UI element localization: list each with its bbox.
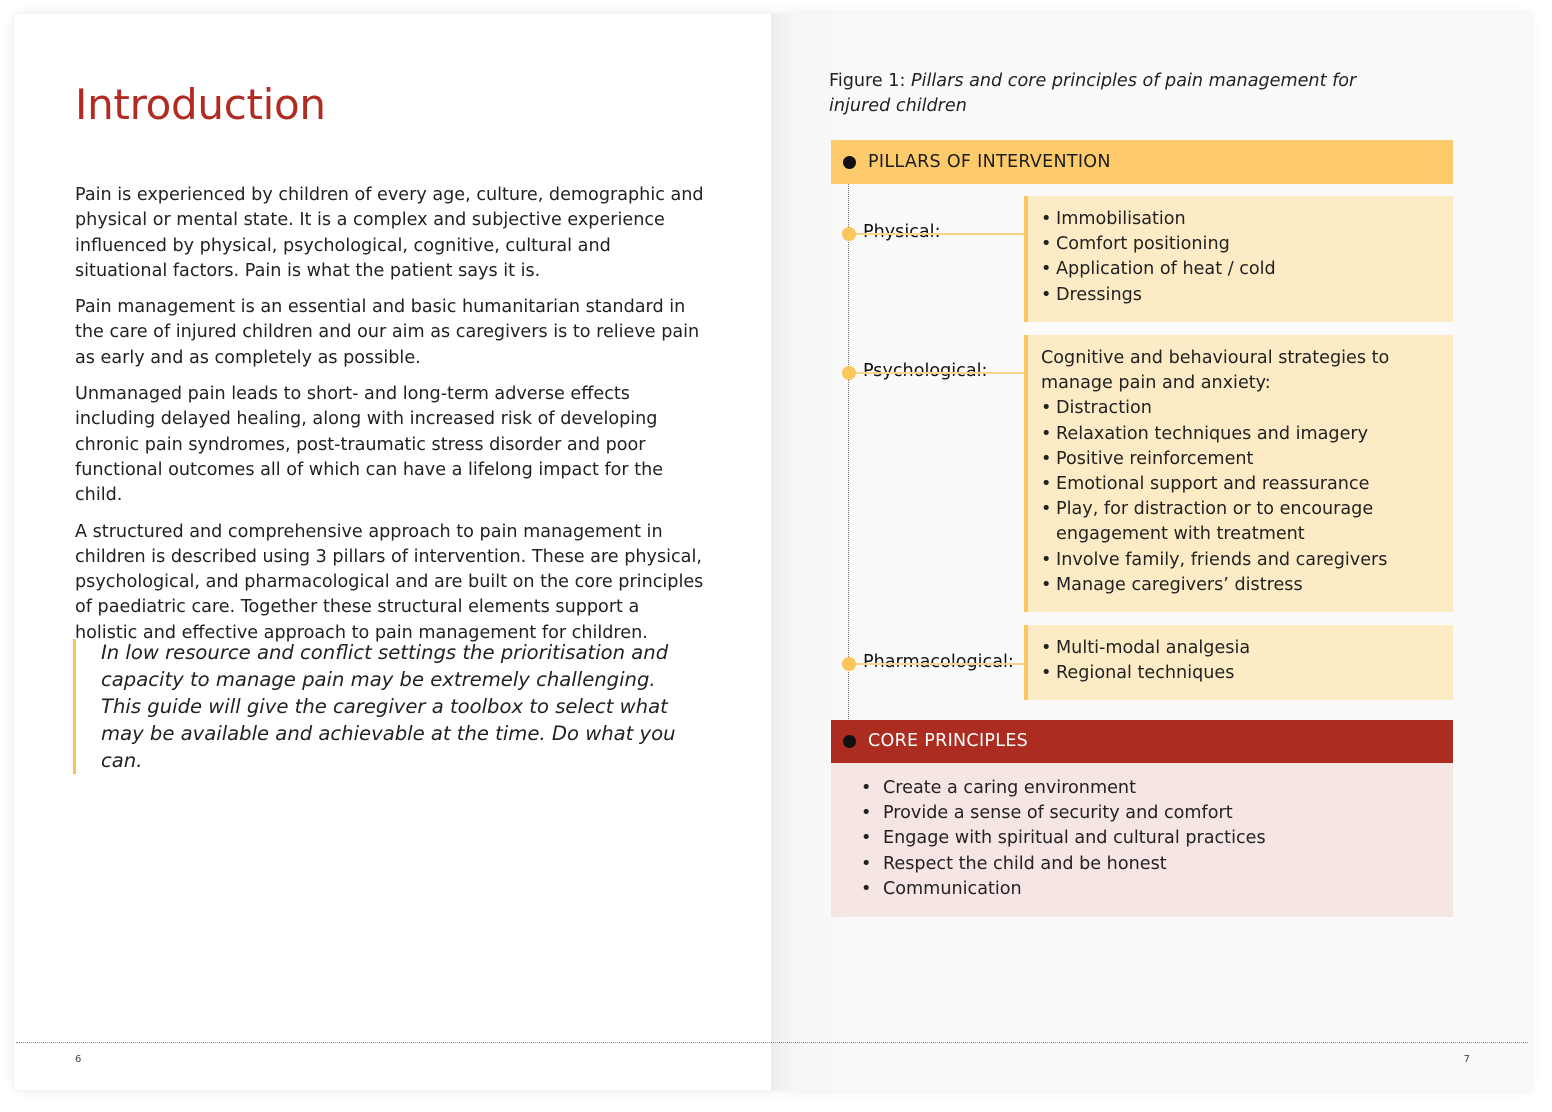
list-item: • Comfort positioning bbox=[1041, 232, 1443, 257]
paragraph: A structured and comprehensive approach to pain management in children is described using 3 pillars of intervention. These are physical, psychological, and pharmacological and are built on the core principles of paediatric care. Together these structural elements support a holistic and effective approach to pain management for children. bbox=[75, 521, 704, 643]
pillars-header: PILLARS OF INTERVENTION bbox=[831, 140, 1453, 184]
connector-line bbox=[848, 233, 1024, 235]
core-principles-header: CORE PRINCIPLES bbox=[831, 720, 1453, 763]
list-item: • Respect the child and be honest bbox=[861, 852, 1453, 877]
list-item: • Manage caregivers’ distress bbox=[1041, 573, 1443, 598]
timeline-line bbox=[848, 171, 849, 727]
page-title: Introduction bbox=[75, 80, 326, 129]
connector-line bbox=[848, 372, 1024, 374]
core-principles-box bbox=[831, 763, 1453, 917]
list-item: • Application of heat / cold bbox=[1041, 257, 1443, 282]
intro-body bbox=[75, 183, 707, 657]
list-item: • Multi-modal analgesia bbox=[1041, 636, 1443, 661]
list-item: • Immobilisation bbox=[1041, 207, 1443, 232]
list-item: • Create a caring environment bbox=[861, 776, 1453, 801]
pillar-label-physical: Physical: bbox=[863, 222, 941, 242]
timeline-dot bbox=[842, 657, 856, 671]
pillar-box-physical bbox=[1024, 196, 1453, 322]
list-item: • Provide a sense of security and comfort bbox=[861, 801, 1453, 826]
footer-divider bbox=[16, 1042, 1528, 1043]
pull-quote: In low resource and conflict settings the prioritisation and capacity to manage pain may be extremely challenging. This guide will give the caregiver a toolbox to select what may be available and achievable at the time. Do what you can. bbox=[73, 639, 693, 774]
list-item: • Distraction bbox=[1041, 396, 1443, 421]
list-item: • Communication bbox=[861, 877, 1453, 902]
page-number-right: 7 bbox=[1463, 1054, 1470, 1065]
figure-caption bbox=[829, 69, 1369, 119]
pillar-label-psychological: Psychological: bbox=[863, 361, 988, 381]
list-item: • Engage with spiritual and cultural practices bbox=[861, 826, 1453, 851]
list-item: • Play, for distraction or to encourage engagement with treatment bbox=[1041, 497, 1443, 547]
pillar-label-pharmacological: Pharmacological: bbox=[863, 652, 1014, 672]
paragraph: Unmanaged pain leads to short- and long-term adverse effects including delayed healing, along with increased risk of developing chronic pain syndromes, post-traumatic stress disorder and poor functional outcomes all of which can have a lifelong impact for the child. bbox=[75, 384, 664, 506]
left-page bbox=[14, 14, 771, 1090]
page-number-left: 6 bbox=[75, 1054, 82, 1065]
timeline-start-dot bbox=[843, 156, 856, 169]
timeline-dot bbox=[842, 366, 856, 380]
pillar-intro: Cognitive and behavioural strategies to manage pain and anxiety: bbox=[1041, 348, 1390, 394]
list-item: • Emotional support and reassurance bbox=[1041, 472, 1443, 497]
figure-title: Pillars and core principles of pain management for injured children bbox=[829, 71, 1357, 116]
timeline-dot bbox=[842, 227, 856, 241]
list-item: • Positive reinforcement bbox=[1041, 447, 1443, 472]
list-item: • Involve family, friends and caregivers bbox=[1041, 548, 1443, 573]
timeline-end-dot bbox=[843, 735, 856, 748]
list-item: • Dressings bbox=[1041, 283, 1443, 308]
paragraph: Pain management is an essential and basic humanitarian standard in the care of injured children and our aim as caregivers is to relieve pain as early and as completely as possible. bbox=[75, 297, 700, 368]
pillar-box-psychological bbox=[1024, 335, 1453, 612]
pillar-box-pharmacological bbox=[1024, 625, 1453, 700]
list-item: • Regional techniques bbox=[1041, 661, 1443, 686]
list-item: • Relaxation techniques and imagery bbox=[1041, 422, 1443, 447]
paragraph: Pain is experienced by children of every age, culture, demographic and physical or mental state. It is a complex and subjective experience influenced by physical, psychological, cognitive, cultural and situational factors. Pain is what the patient says it is. bbox=[75, 185, 704, 281]
connector-line bbox=[848, 663, 1024, 665]
figure-label: Figure 1: bbox=[829, 71, 906, 91]
